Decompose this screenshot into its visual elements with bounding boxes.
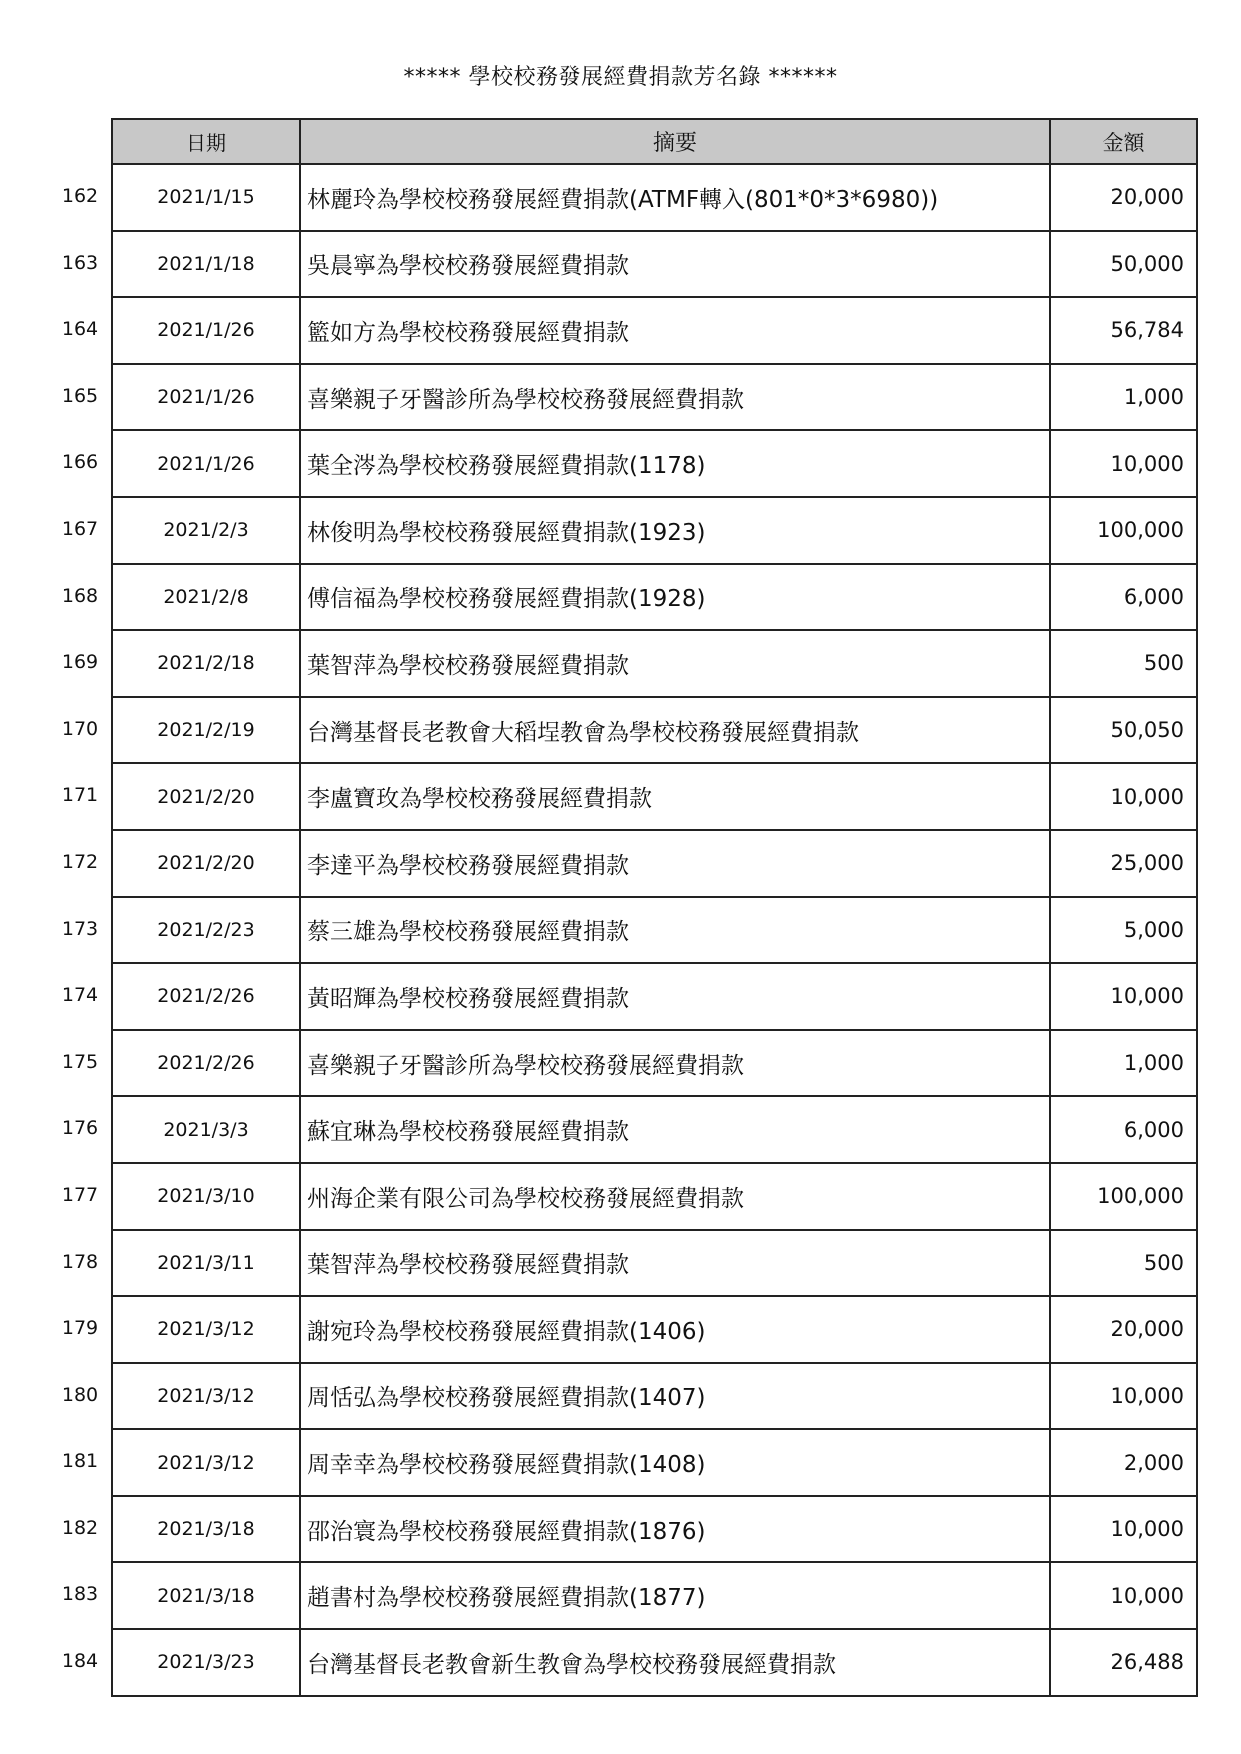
description-cell: 謝宛玲為學校校務發展經費捐款(1406) xyxy=(300,1296,1050,1363)
table-row xyxy=(112,830,1197,897)
table-row xyxy=(112,1030,1197,1097)
amount-cell: 56,784 xyxy=(1050,297,1197,364)
date-cell: 2021/3/12 xyxy=(112,1363,300,1430)
table-row xyxy=(112,897,1197,964)
date-cell: 2021/3/12 xyxy=(112,1429,300,1496)
amount-cell: 2,000 xyxy=(1050,1429,1197,1496)
row-number: 165 xyxy=(61,384,99,407)
date-cell: 2021/2/26 xyxy=(112,963,300,1030)
header-amount: 金額 xyxy=(1050,119,1197,164)
date-cell: 2021/1/26 xyxy=(112,430,300,497)
date-cell: 2021/3/12 xyxy=(112,1296,300,1363)
row-number: 169 xyxy=(61,651,99,674)
row-number: 170 xyxy=(61,717,99,740)
amount-cell: 50,050 xyxy=(1050,697,1197,764)
amount-cell: 100,000 xyxy=(1050,1163,1197,1230)
row-number: 163 xyxy=(61,251,99,274)
amount-cell: 26,488 xyxy=(1050,1629,1197,1696)
date-cell: 2021/3/23 xyxy=(112,1629,300,1696)
date-cell: 2021/2/18 xyxy=(112,630,300,697)
amount-cell: 10,000 xyxy=(1050,1562,1197,1629)
date-cell: 2021/2/26 xyxy=(112,1030,300,1097)
table-row xyxy=(112,164,1197,231)
description-cell: 周恬弘為學校校務發展經費捐款(1407) xyxy=(300,1363,1050,1430)
row-number: 183 xyxy=(61,1583,99,1606)
table-row xyxy=(112,1230,1197,1297)
description-cell: 周幸幸為學校校務發展經費捐款(1408) xyxy=(300,1429,1050,1496)
description-cell: 吳晨寧為學校校務發展經費捐款 xyxy=(300,231,1050,298)
row-number: 176 xyxy=(61,1117,99,1140)
description-cell: 邵治寰為學校校務發展經費捐款(1876) xyxy=(300,1496,1050,1563)
row-number: 162 xyxy=(61,185,99,207)
amount-cell: 25,000 xyxy=(1050,830,1197,897)
date-cell: 2021/2/19 xyxy=(112,697,300,764)
amount-cell: 10,000 xyxy=(1050,430,1197,497)
row-number: 180 xyxy=(61,1383,99,1406)
header-description: 摘要 xyxy=(300,119,1050,164)
page-title: ***** 學校校務發展經費捐款芳名錄 ****** xyxy=(403,65,838,90)
table-row xyxy=(112,697,1197,764)
amount-cell: 10,000 xyxy=(1050,963,1197,1030)
row-number: 171 xyxy=(61,784,99,807)
table-row xyxy=(112,1562,1197,1629)
description-cell: 蔡三雄為學校校務發展經費捐款 xyxy=(300,897,1050,964)
table-row xyxy=(112,564,1197,631)
table-row xyxy=(112,763,1197,830)
description-cell: 籃如方為學校校務發展經費捐款 xyxy=(300,297,1050,364)
table-row xyxy=(112,1163,1197,1230)
table-row xyxy=(112,630,1197,697)
row-number: 178 xyxy=(61,1250,99,1273)
date-cell: 2021/3/3 xyxy=(112,1096,300,1163)
description-cell: 蘇宜琳為學校校務發展經費捐款 xyxy=(300,1096,1050,1163)
table-row xyxy=(112,963,1197,1030)
amount-cell: 5,000 xyxy=(1050,897,1197,964)
table-row xyxy=(112,364,1197,431)
donation-table xyxy=(111,118,1198,1697)
table-row xyxy=(112,231,1197,298)
description-cell: 台灣基督長老教會大稻埕教會為學校校務發展經費捐款 xyxy=(300,697,1050,764)
date-cell: 2021/2/20 xyxy=(112,763,300,830)
header-date: 日期 xyxy=(112,119,300,164)
description-cell: 李達平為學校校務發展經費捐款 xyxy=(300,830,1050,897)
table-row xyxy=(112,1096,1197,1163)
amount-cell: 500 xyxy=(1050,1230,1197,1297)
description-cell: 林俊明為學校校務發展經費捐款(1923) xyxy=(300,497,1050,564)
description-cell: 李盧寶玫為學校校務發展經費捐款 xyxy=(300,763,1050,830)
date-cell: 2021/1/26 xyxy=(112,297,300,364)
description-cell: 喜樂親子牙醫診所為學校校務發展經費捐款 xyxy=(300,364,1050,431)
row-number: 179 xyxy=(61,1317,99,1340)
table-row xyxy=(112,1296,1197,1363)
description-cell: 喜樂親子牙醫診所為學校校務發展經費捐款 xyxy=(300,1030,1050,1097)
amount-cell: 50,000 xyxy=(1050,231,1197,298)
amount-cell: 1,000 xyxy=(1050,364,1197,431)
table-row xyxy=(112,430,1197,497)
row-number: 174 xyxy=(61,984,99,1007)
row-number: 166 xyxy=(61,451,99,474)
row-number: 181 xyxy=(61,1450,99,1473)
row-number: 177 xyxy=(61,1183,99,1206)
amount-cell: 10,000 xyxy=(1050,1363,1197,1430)
row-number: 182 xyxy=(61,1516,99,1539)
description-cell: 傅信福為學校校務發展經費捐款(1928) xyxy=(300,564,1050,631)
description-cell: 台灣基督長老教會新生教會為學校校務發展經費捐款 xyxy=(300,1629,1050,1696)
date-cell: 2021/3/11 xyxy=(112,1230,300,1297)
amount-cell: 100,000 xyxy=(1050,497,1197,564)
amount-cell: 6,000 xyxy=(1050,1096,1197,1163)
date-cell: 2021/1/18 xyxy=(112,231,300,298)
row-number: 184 xyxy=(61,1650,99,1673)
description-cell: 葉全涔為學校校務發展經費捐款(1178) xyxy=(300,430,1050,497)
date-cell: 2021/3/18 xyxy=(112,1562,300,1629)
amount-cell: 500 xyxy=(1050,630,1197,697)
row-number: 173 xyxy=(61,917,99,940)
date-cell: 2021/2/23 xyxy=(112,897,300,964)
date-cell: 2021/3/18 xyxy=(112,1496,300,1563)
date-cell: 2021/3/10 xyxy=(112,1163,300,1230)
description-cell: 黃昭輝為學校校務發展經費捐款 xyxy=(300,963,1050,1030)
amount-cell: 6,000 xyxy=(1050,564,1197,631)
table-row xyxy=(112,297,1197,364)
table-header-row xyxy=(112,119,1197,164)
row-number: 172 xyxy=(61,850,99,873)
amount-cell: 10,000 xyxy=(1050,763,1197,830)
row-number: 164 xyxy=(61,318,99,341)
amount-cell: 20,000 xyxy=(1050,1296,1197,1363)
row-number: 167 xyxy=(61,517,99,540)
date-cell: 2021/1/15 xyxy=(112,164,300,231)
table-row xyxy=(112,1429,1197,1496)
amount-cell: 20,000 xyxy=(1050,164,1197,231)
description-cell: 林麗玲為學校校務發展經費捐款(ATMF轉入(801*0*3*6980)) xyxy=(300,164,1050,231)
table-row xyxy=(112,1496,1197,1563)
amount-cell: 10,000 xyxy=(1050,1496,1197,1563)
description-cell: 葉智萍為學校校務發展經費捐款 xyxy=(300,630,1050,697)
row-number: 168 xyxy=(61,584,99,607)
date-cell: 2021/2/8 xyxy=(112,564,300,631)
row-number-column xyxy=(40,163,120,1695)
description-cell: 州海企業有限公司為學校校務發展經費捐款 xyxy=(300,1163,1050,1230)
date-cell: 2021/2/3 xyxy=(112,497,300,564)
table-row xyxy=(112,1629,1197,1696)
table-row xyxy=(112,497,1197,564)
date-cell: 2021/2/20 xyxy=(112,830,300,897)
amount-cell: 1,000 xyxy=(1050,1030,1197,1097)
description-cell: 葉智萍為學校校務發展經費捐款 xyxy=(300,1230,1050,1297)
date-cell: 2021/1/26 xyxy=(112,364,300,431)
description-cell: 趙書村為學校校務發展經費捐款(1877) xyxy=(300,1562,1050,1629)
row-number: 175 xyxy=(61,1050,99,1073)
table-row xyxy=(112,1363,1197,1430)
